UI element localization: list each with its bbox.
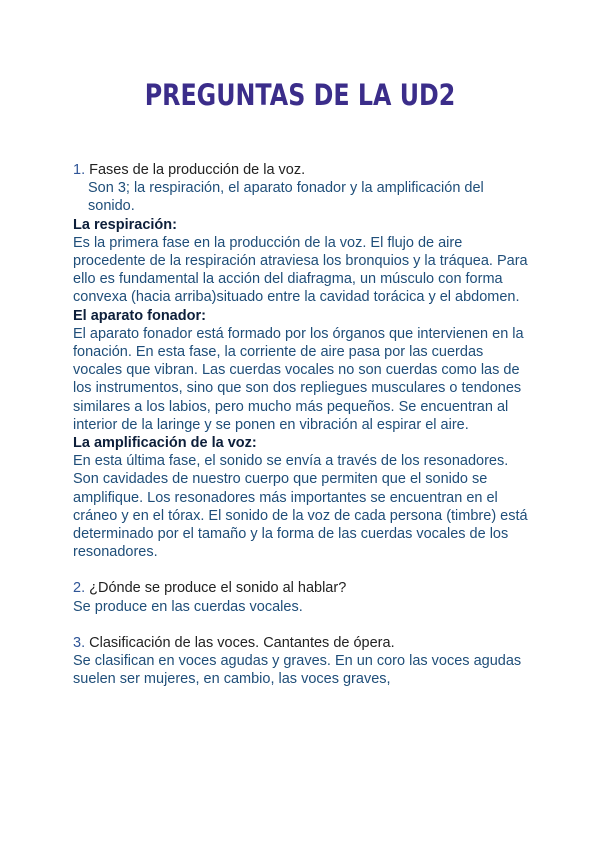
question-3-text: Clasificación de las voces. Cantantes de ópera. [89,634,395,651]
answer-1-intro: Son 3; la respiración, el aparato fonador y la amplificación del sonido. [88,180,484,215]
section-text-aparato-fonador: El aparato fonador está formado por los órganos que intervienen en la fonación. En esta fase, la corriente de aire pasa por las cuerdas vocales que vibran. Las cuerdas vocales no son cuerdas como las de los instrumentos, sino que son dos repliegues musculares o tendones similares a los labios, pero mucho más pequeños. Se encuentran al interior de la laringe y se ponen en vibración al espirar el aire. [73,325,524,433]
question-2 [73,579,533,597]
section-text-amplificacion: En esta última fase, el sonido se envía a través de los resonadores. Son cavidades de nuestro cuerpo que permiten que el sonido se amplifique. Los resonadores más importantes se encuentran en el cráneo y en el tórax. El sonido de la voz de cada persona (timbre) está determinado por el tamaño y la forma de las cuerdas vocales de los resonadores. [73,453,528,561]
section-heading-amplificacion: La amplificación de la voz: [73,435,257,452]
section-heading-aparato-fonador: El aparato fonador: [73,307,206,324]
question-1-text: Fases de la producción de la voz. [89,162,306,178]
question-3 [73,634,533,652]
page-title: PREGUNTAS DE LA UD2 [144,78,456,112]
question-1-number: 1. [73,162,86,178]
question-2-text: ¿Dónde se produce el sonido al hablar? [89,580,347,597]
section-text-respiracion: Es la primera fase en la producción de la voz. El flujo de aire procedente de la respiración atraviesa los bronquios y la tráquea. Para ello es fundamental la acción del diafragma, un músculo con forma convexa (hacia arriba)situado entre la cavidad torácica y el abdomen. [73,234,528,306]
question-1 [73,161,533,179]
answer-3: Se clasifican en voces agudas y graves. En un coro las voces agudas suelen ser mujeres, en cambio, las voces graves, [73,653,522,688]
section-heading-respiracion: La respiración: [73,216,177,233]
document-body [73,161,533,688]
spacer [73,561,533,579]
question-2-number: 2. [73,580,86,597]
question-3-number: 3. [73,634,86,651]
spacer [73,616,533,634]
answer-2: Se produce en las cuerdas vocales. [73,598,303,615]
